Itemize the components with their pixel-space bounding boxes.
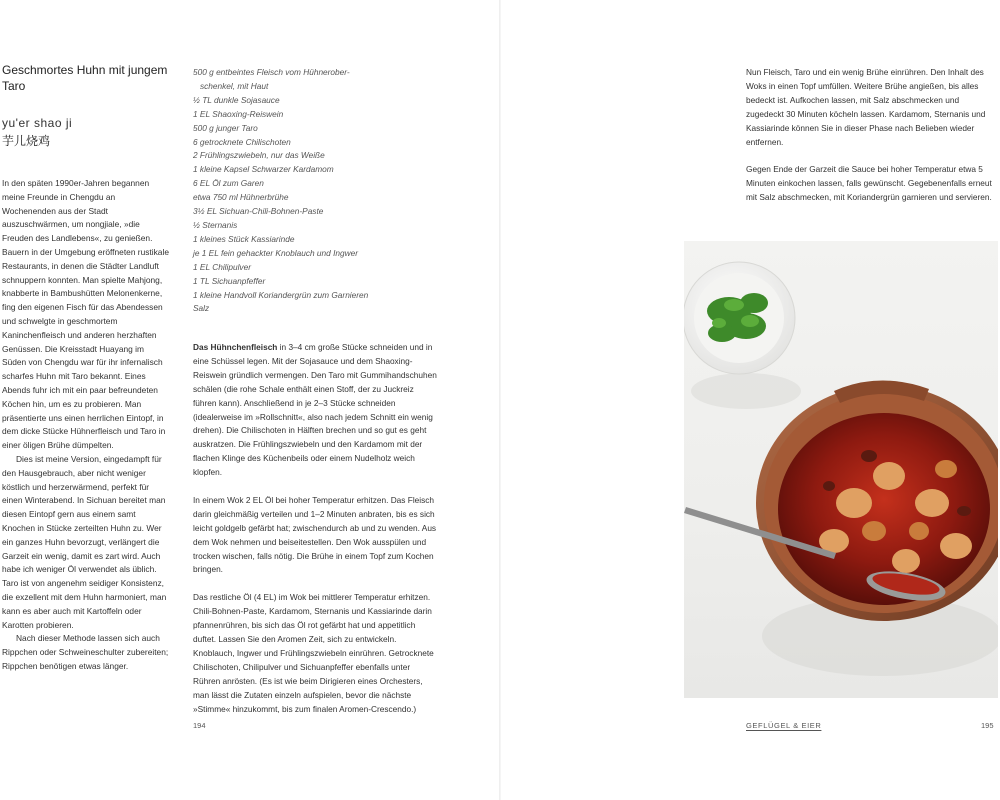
intro-text	[2, 177, 170, 674]
ingredient-item: 500 g entbeintes Fleisch vom Hühnerober-	[193, 67, 350, 77]
ingredient-item: Salz	[193, 303, 210, 314]
method-step: Nun Fleisch, Taro und ein wenig Brühe einrühren. Den Inhalt des Woks in einen Topf umfüllen. Weitere Brühe angießen, bis alles bedeckt ist. Aufkochen lassen, mit Salz abschmecken und zugedeckt 30 Minuten köcheln lassen. Kardamom, Sternanis und Kassiarinde können Sie in dieser Phase nach Belieben wieder entfernen.	[746, 67, 986, 147]
ingredient-item: schenkel, mit Haut	[200, 80, 269, 91]
ingredient-item: ½ Sternanis	[193, 219, 238, 230]
intro-paragraph: In den späten 1990er-Jahren begannen meine Freunde in Chengdu an Wochenenden aus der Stadt auszuschwärmen, um nongjiale, »die Freuden des Landlebens«, zu genießen. Bauern in der Umgebung eröffneten rustikale Restaurants, in denen die Städter Landluft schnuppern konnten. Man spielte Mahjong, knabberte in Bambushütten Melonenkerne, fing den eigenen Fisch für das Abendessen und schwelgte in geschmortem Kaninchenfleisch und anderen herzhaften Genüssen. Die Kreisstadt Huayang im Süden von Chengdu war für ihr infernalisch scharfes Huhn mit Taro bekannt. Eines Abends fuhr ich mit ein paar befreundeten Köchen hin, um es zu probieren. Man präsentierte uns einen herrlichen Eintopf, in dem dicke Stücke Hühnerfleisch und Taro in einer öligen Brühe dümpelten.	[2, 178, 169, 451]
book-gutter	[499, 0, 501, 800]
recipe-chinese-title: 芋儿烧鸡	[2, 134, 51, 148]
ingredient-item: 1 EL Shaoxing-Reiswein	[193, 108, 284, 119]
ingredient-item: 1 TL Sichuanpfeffer	[193, 275, 266, 286]
section-label: GEFLÜGEL & EIER	[746, 721, 822, 730]
recipe-photo	[684, 241, 998, 698]
braised-chicken-taro-photo	[684, 241, 998, 698]
ingredient-item: 6 getrocknete Chilischoten	[193, 136, 291, 147]
method-step: Gegen Ende der Garzeit die Sauce bei hoher Temperatur etwa 5 Minuten einkochen lassen, falls gewünscht. Gegebenenfalls erneut mit Salz abschmecken, mit Koriandergrün garnieren und servieren.	[746, 164, 992, 203]
method-step-lead: Das Hühnchenfleisch	[193, 342, 278, 352]
ingredient-item: 1 kleine Kapsel Schwarzer Kardamom	[193, 164, 334, 175]
ingredient-item: 500 g junger Taro	[193, 122, 258, 133]
ingredient-item: 6 EL Öl zum Garen	[193, 178, 264, 189]
recipe-pinyin: yu'er shao ji	[2, 116, 73, 130]
ingredient-item: 1 kleines Stück Kassiarinde	[193, 233, 295, 244]
ingredient-item: 2 Frühlingszwiebeln, nur das Weiße	[193, 150, 325, 161]
recipe-title: Geschmortes Huhn mit jungem Taro	[2, 63, 168, 93]
ingredients-column	[193, 66, 433, 316]
ingredient-item: ½ TL dunkle Sojasauce	[193, 94, 280, 105]
ingredient-list	[193, 66, 433, 316]
intro-paragraph: Nach dieser Methode lassen sich auch Rippchen oder Schweineschulter zubereiten; Rippchen benötigen etwas länger.	[2, 633, 169, 671]
method-column	[193, 341, 438, 730]
ingredient-item: 1 EL Chilipulver	[193, 261, 251, 272]
method-step: Das restliche Öl (4 EL) im Wok bei mittlerer Temperatur erhitzen. Chili-Bohnen-Paste, Kardamom, Sternanis und Kassiarinde darin pfannenrühren, bis sich das Öl rot gefärbt hat und appetitlich duftet. Lassen Sie den Aromen Zeit, sich zu entwickeln. Knoblauch, Ingwer und Frühlingszwiebeln einrühren. Getrocknete Chilischoten, Chilipulver und Sichuanpfeffer ebenfalls unter Rühren anrösten. (Es ist wie beim Dirigieren eines Orchesters, man lässt die Zutaten einzeln aufspielen, bevor die nächste »Stimme« hinzukommt, bis zum finalen Aromen-Crescendo.)	[193, 592, 434, 714]
ingredient-item: 3½ EL Sichuan-Chili-Bohnen-Paste	[193, 206, 324, 217]
ingredient-item: etwa 750 ml Hühnerbrühe	[193, 192, 289, 203]
page-number-right: 195	[981, 721, 994, 730]
page-number-left: 194	[193, 721, 206, 730]
method-step: In einem Wok 2 EL Öl bei hoher Temperatur erhitzen. Das Fleisch darin gleichmäßig verteilen und 1–2 Minuten anbraten, bis es sich leicht goldgelb gefärbt hat; zwischendurch ab und zu wenden. Aus dem Wok nehmen und beiseitestellen. Den Wok ausspülen und trocken wischen, falls nötig. Die Brühe in einem Topf zum Kochen bringen.	[193, 494, 437, 575]
intro-paragraph: Dies ist meine Version, eingedampft für den Hausgebrauch, aber nicht weniger köstlich und herzerwärmend, perfekt für einen Winterabend. In Sichuan bereitet man diesen Eintopf gern aus einem samt Knochen in Stücke zerteilten Huhn zu. Wer ein ganzes Huhn bevorzugt, verlängert die Garzeit ein wenig, damit es zart wird. Auch habe ich weniger Öl verwendet als üblich. Taro ist von angenehm seidiger Konsistenz, die exzellent mit dem Huhn harmoniert, man kann es aber auch mit Kartoffeln oder Karotten probieren.	[2, 453, 167, 630]
method-step-text: in 3–4 cm große Stücke schneiden und in eine Schüssel legen. Mit der Sojasauce und dem Shaoxing-Reiswein gründlich vermengen. Den Taro mit Gummihandschuhen schälen (die rohe Schale enthält einen Stoff, der zu Juckreiz führen kann). Anschließend in je 2–3 Stücke schneiden (idealerweise im »Rollschnitt«, also nach jedem Schnitt ein wenig drehen). Die Chilischoten in Hälften brechen und so gut es geht auskratzen. Die Frühlingszwiebeln und den Kardamom mit der flachen Klinge des Küchenbeils oder einem Nudelholz weich klopfen.	[193, 342, 437, 478]
intro-column	[2, 62, 170, 674]
ingredient-item: je 1 EL fein gehackter Knoblauch und Ingwer	[193, 247, 358, 258]
ingredient-item: 1 kleine Handvoll Koriandergrün zum Garnieren	[193, 289, 369, 300]
method-step	[193, 341, 438, 480]
method-continued-column	[746, 66, 998, 219]
